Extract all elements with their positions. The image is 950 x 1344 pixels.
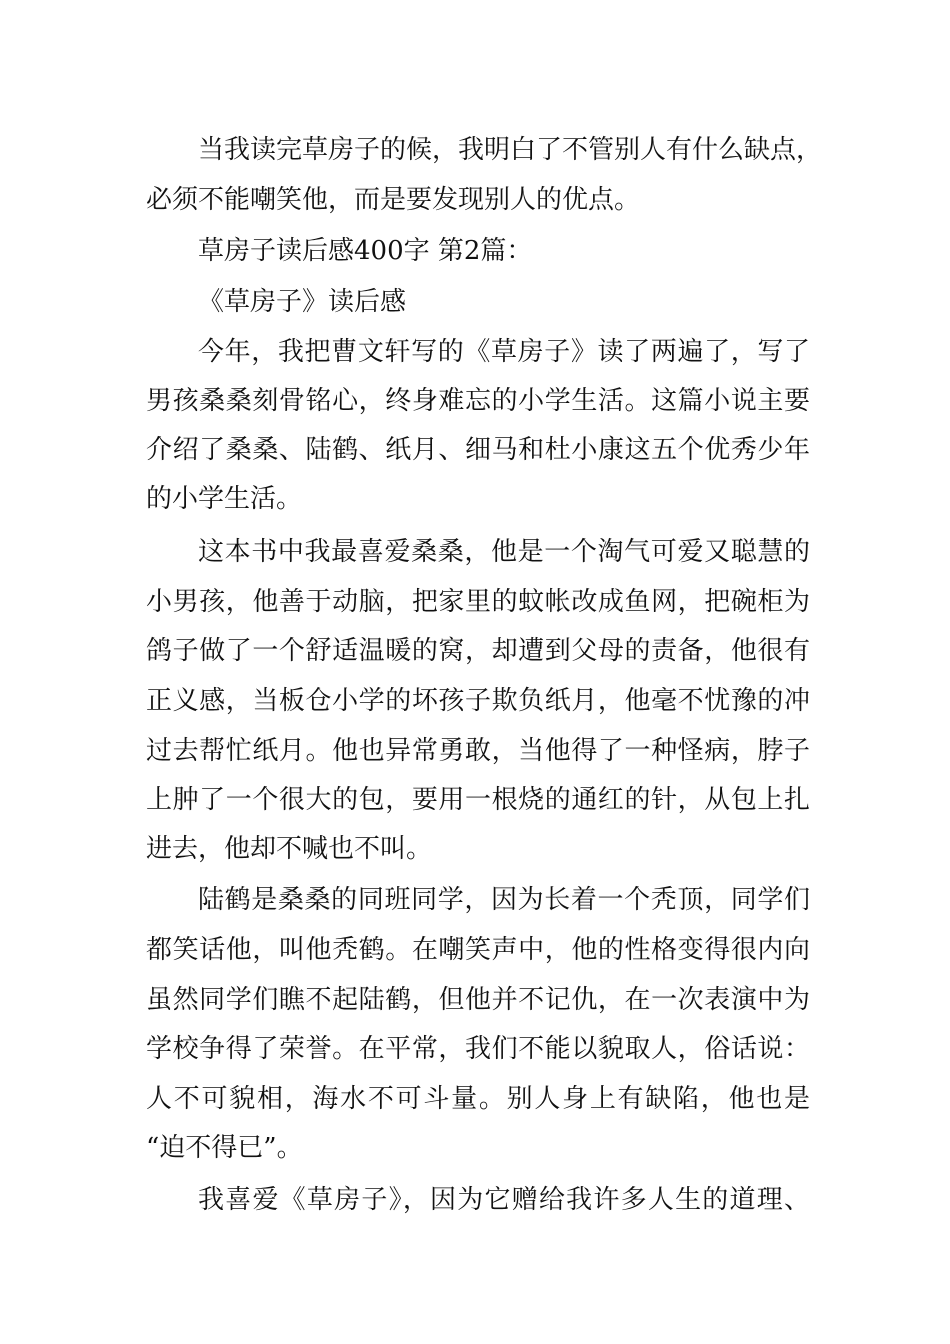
- paragraph-line: 今年，我把曹文轩写的《草房子》读了两遍了，写了: [198, 337, 810, 367]
- paragraph-line: 小男孩，他善于动脑，把家里的蚊帐改成鱼网，把碗柜为: [146, 587, 810, 617]
- paragraph-line: 上肿了一个很大的包，要用一根烧的通红的针，从包上扎: [146, 785, 810, 815]
- paragraph-line: 都笑话他，叫他秃鹤。在嘲笑声中，他的性格变得很内向: [146, 935, 810, 965]
- paragraph-line: 正义感，当板仓小学的坏孩子欺负纸月，他毫不忧豫的冲: [146, 686, 810, 716]
- paragraph-line: 鸽子做了一个舒适温暖的窝，却遭到父母的责备，他很有: [146, 636, 810, 666]
- paragraph-line: 陆鹤是桑桑的同班同学，因为长着一个秃顶，同学们: [198, 885, 810, 915]
- paragraph-line: 当我读完草房子的候，我明白了不管别人有什么缺点，: [198, 135, 823, 165]
- paragraph-line: 这本书中我最喜爱桑桑，他是一个淘气可爱又聪慧的: [198, 537, 810, 567]
- paragraph-line: 男孩桑桑刻骨铭心，终身难忘的小学生活。这篇小说主要: [146, 386, 810, 416]
- article-title: 《草房子》读后感: [198, 287, 407, 317]
- paragraph-line: 介绍了桑桑、陆鹤、纸月、细马和杜小康这五个优秀少年: [146, 435, 810, 465]
- paragraph-line: 进去，他却不喊也不叫。: [146, 834, 433, 864]
- paragraph-line: 过去帮忙纸月。他也异常勇敢，当他得了一种怪病，脖子: [146, 736, 810, 766]
- paragraph-line: 的小学生活。: [146, 484, 303, 514]
- paragraph-line: 我喜爱《草房子》，因为它赠给我许多人生的道理、: [198, 1185, 810, 1215]
- paragraph-line: 必须不能嘲笑他，而是要发现别人的优点。: [146, 185, 641, 215]
- section-heading: 草房子读后感400字 第2篇：: [198, 236, 533, 266]
- paragraph-line: 人不可貌相，海水不可斗量。别人身上有缺陷，他也是: [146, 1084, 810, 1114]
- paragraph-line: 虽然同学们瞧不起陆鹤，但他并不记仇，在一次表演中为: [146, 985, 810, 1015]
- paragraph-line: 学校争得了荣誉。在平常，我们不能以貌取人，俗话说：: [146, 1034, 810, 1064]
- paragraph-line: “迫不得已”。: [146, 1133, 303, 1163]
